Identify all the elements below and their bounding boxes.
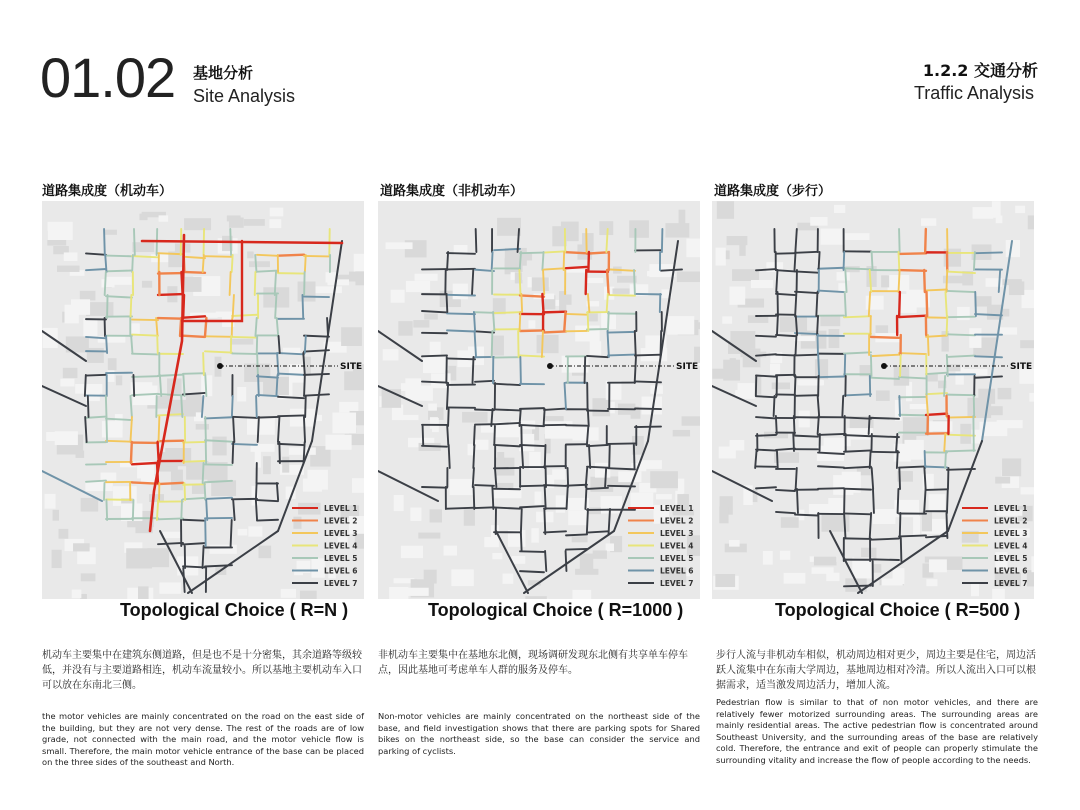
site-label: SITE [1010,362,1033,372]
legend-label: LEVEL 3 [660,529,694,538]
desc-zh: 非机动车主要集中在基地东北侧，现场调研发现东北侧有共享单车停车点，因此基地可考虑单车人群的服务及停车。 [378,650,688,676]
site-label: SITE [340,362,363,372]
desc-en: the motor vehicles are mainly concentrated on the road on the east side of the building, but they are not very dense. The rest of the roads are of low grade, not connected with the main road, and the motor vehicle flow is small. Therefore, the main motor vehicle entrance of the base can be placed on the three sides of the southeast and North. [42,711,364,768]
legend-label: LEVEL 5 [994,554,1028,563]
map-non-motor-vehicle [378,201,700,599]
desc-en: Non-motor vehicles are mainly concentrated on the northeast side of the base, and field investigation shows that there are parking spots for Shared bikes on the northeast side, so the base can consider the service and parking of cyclists. [378,711,700,756]
legend-label: LEVEL 1 [324,504,358,513]
desc-zh: 步行人流与非机动车相似，机动周边相对更少，周边主要是住宅，周边活跃人流集中在东南大学周边，基地周边相对冷清。所以人流出入口可以根据需求，适当激发周边活力，增加人流。 [716,650,1036,691]
legend-label: LEVEL 6 [660,566,694,576]
panel-title-zh: 道路集成度（非机动车） [380,184,524,199]
topo-label: Topological Choice ( R=500 ) [775,600,1021,620]
legend-label: LEVEL 2 [324,516,358,526]
legend-label: LEVEL 3 [324,529,358,538]
legend-label: LEVEL 5 [324,554,358,563]
section-title-zh: 1.2.2 交通分析 [922,61,1038,80]
legend-label: LEVEL 2 [660,516,694,526]
legend-label: LEVEL 6 [324,566,358,576]
desc-zh: 机动车主要集中在建筑东侧道路，但是也不是十分密集，其余道路等级较低，并没有与主要道路相连，机动车流量较小。所以基地主要机动车入口可以放在东南北三侧。 [42,650,362,691]
panel-title-zh: 道路集成度（机动车） [42,184,173,199]
legend-label: LEVEL 4 [994,541,1028,551]
legend-label: LEVEL 7 [660,579,694,588]
section-number: 01.02 [40,46,176,109]
legend-label: LEVEL 6 [994,566,1028,576]
site-label: SITE [676,362,699,372]
map-motor-vehicle [42,201,364,599]
legend-label: LEVEL 3 [994,529,1028,538]
page-title-en: Site Analysis [193,86,296,106]
topo-label: Topological Choice ( R=N ) [120,600,349,620]
legend-label: LEVEL 7 [324,579,358,588]
legend-label: LEVEL 4 [324,541,358,551]
legend-label: LEVEL 1 [660,504,694,513]
legend-label: LEVEL 4 [660,541,694,551]
legend-label: LEVEL 2 [994,516,1028,526]
topo-label: Topological Choice ( R=1000 ) [428,600,684,620]
panel-title-zh: 道路集成度（步行） [714,184,832,199]
map-walking [712,201,1034,599]
section-title-en: Traffic Analysis [913,83,1034,103]
page-title-zh: 基地分析 [193,64,254,82]
legend-label: LEVEL 5 [660,554,694,563]
legend-label: LEVEL 7 [994,579,1028,588]
desc-en: Pedestrian flow is similar to that of non motor vehicles, and there are relatively fewer motorized surrounding areas. The surrounding areas are mainly residential areas. The active pedestrian flow is concentrated around Southeast University, and the surrounding areas of the base are relatively cold. Therefore, the entrance and exit of people can properly stimulate the surrounding vitality and increase the flow of people according to the needs. [716,697,1038,765]
legend-label: LEVEL 1 [994,504,1028,513]
